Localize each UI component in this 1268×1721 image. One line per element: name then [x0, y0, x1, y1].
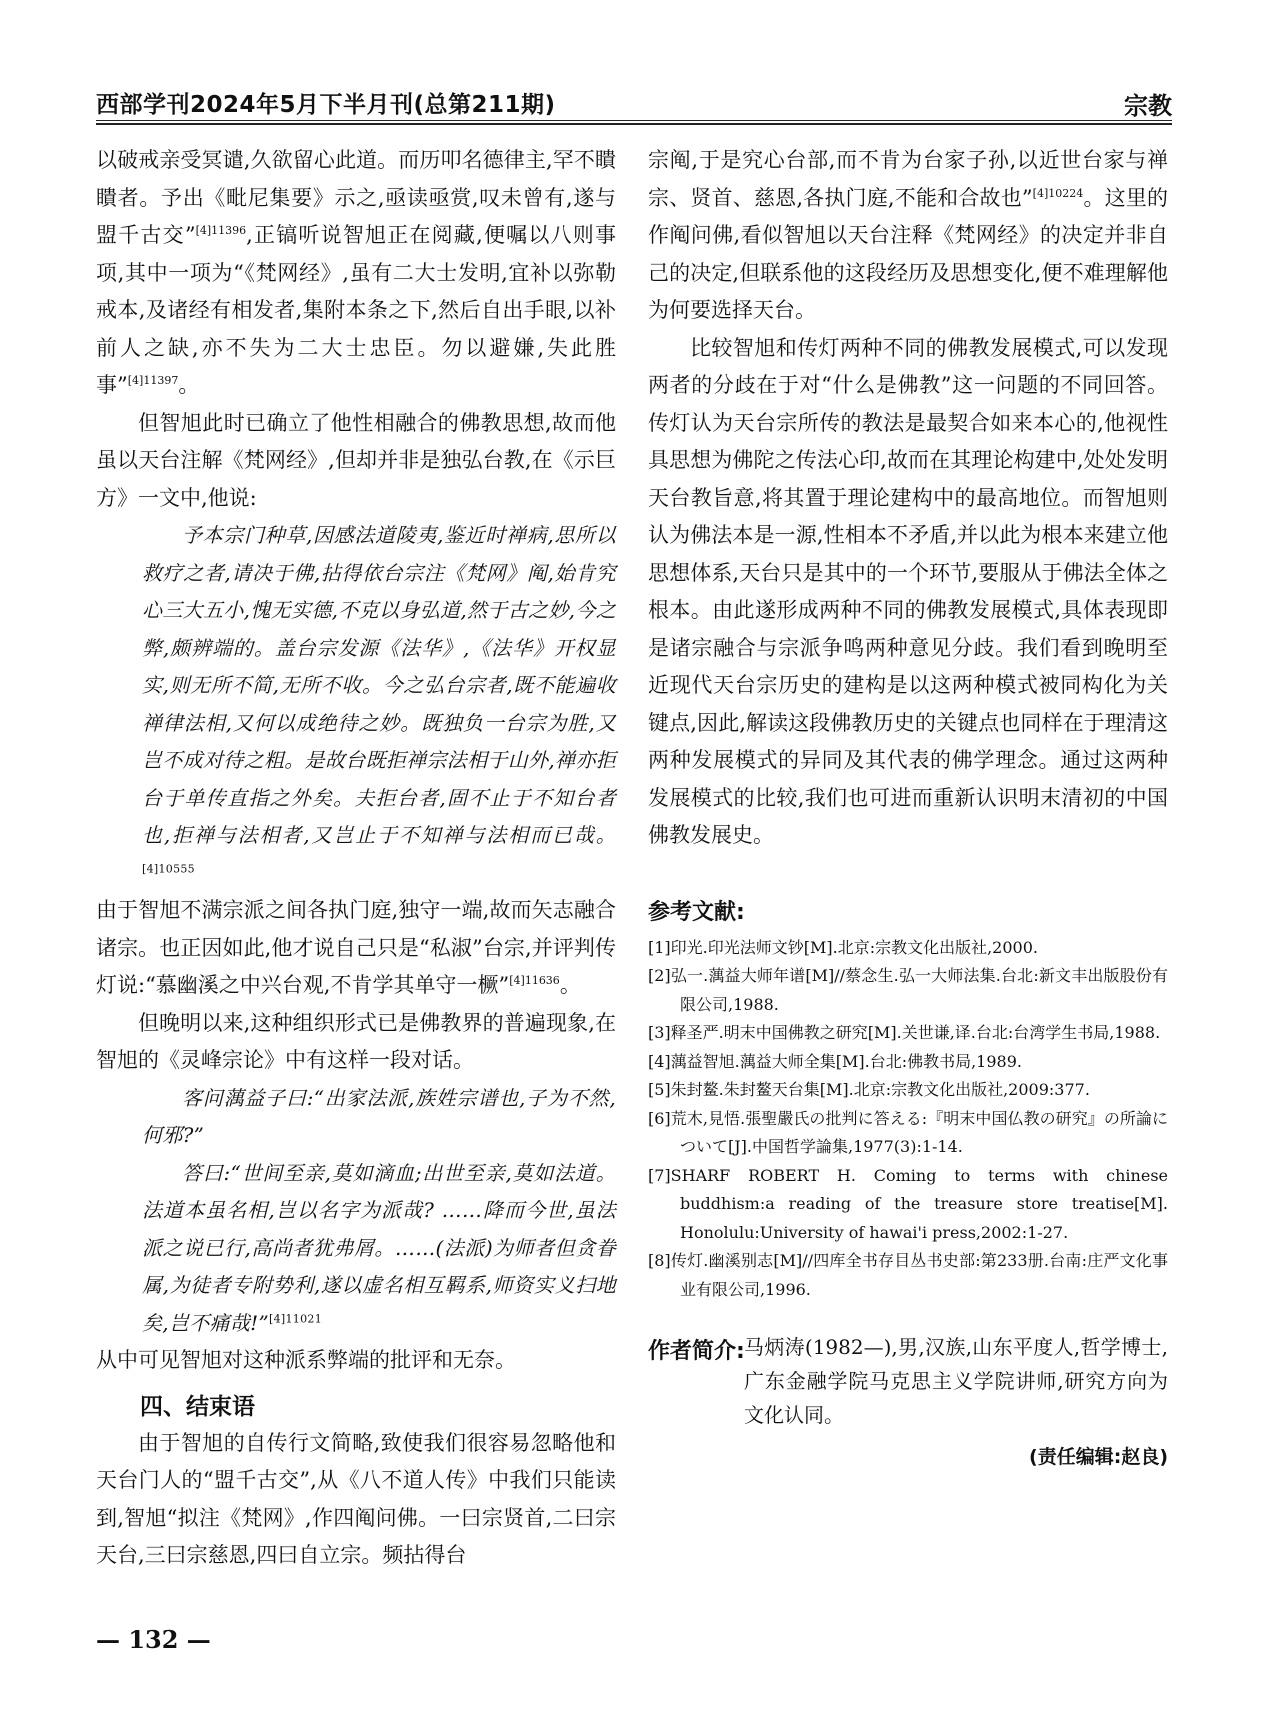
author-text: 马炳涛(1982—),男,汉族,山东平度人,哲学博士,广东金融学院马克思主义学院讲师,研究方向为文化认同。 [744, 1335, 1168, 1427]
paragraph: 从中可见智旭对这种派系弊端的批评和无奈。 [96, 1348, 516, 1372]
reference-item: [2]弘一.蕅益大师年谱[M]//蔡念生.弘一大师法集.台北:新文丰出版股份有限公司,1988. [648, 966, 1168, 1014]
block-quote: 客问蕅益子曰:“出家法派,族姓宗谱也,子为不然,何邪?” [142, 1085, 616, 1147]
journal-title: 西部学刊2024年5月下半月刊(总第211期) [96, 92, 556, 118]
block-quote [142, 517, 616, 892]
author-label: 作者简介: [648, 1339, 745, 1364]
text: ,正镐听说智旭正在阅藏,便嘱以八则事项,其中一项为“《梵网经》,虽有二大士发明,宜补以弥勒戒本,及诸经有相发者,集附本条之下,然后自出手眼,以补前人之缺,亦不失为二大士忠臣。勿以避嫌,失此胜事” [96, 223, 616, 397]
citation: [4]11396 [195, 224, 247, 237]
reference-item: [6]荒木,見悟.張聖嚴氏の批判に答える:『明末中国仏教の研究』の所論について[J].中国哲学論集,1977(3):1-14. [648, 1108, 1168, 1156]
block-quote [142, 1155, 616, 1343]
section-heading: 四、结束语 [140, 1393, 255, 1420]
text: 答曰:“世间至亲,莫如滴血;出世至亲,莫如法道。法道本虽名相,岂以名字为派哉? ……降而今世,虽法派之说已行,高尚者犹弗屑。……(法派)为师者但贪眷属,为徒者专附势利,遂以虚名相互羁系,师资实义扫地矣,岂不痛哉!” [142, 1160, 616, 1335]
author-bio [648, 1330, 1168, 1432]
left-column [96, 142, 616, 1575]
text: 以破戒亲受冥谴,久欲留心此道。而历叩名德律主,罕不瞶瞶者。予出《毗尼集要》示之,亟读亟赏,叹未曾有,遂与盟千古交” [96, 148, 616, 247]
page-number: — 132 — [96, 1625, 211, 1654]
citation: [4]11636 [509, 974, 560, 987]
reference-item: [1]印光.印光法师文钞[M].北京:宗教文化出版社,2000. [648, 937, 1038, 957]
paragraph [96, 142, 616, 405]
paragraph: 但智旭此时已确立了他性相融合的佛教思想,故而他虽以天台注解《梵网经》,但却并非是独弘台教,在《示巨方》一文中,他说: [96, 410, 616, 510]
text: 宗阄,于是究心台部,而不肯为台家子孙,以近世台家与禅宗、贤首、慈恩,各执门庭,不能和合故也” [648, 148, 1168, 210]
paragraph: 由于智旭的自传行文简略,致使我们很容易忽略他和天台门人的“盟千古交”,从《八不道人传》中我们只能读到,智旭“拟注《梵网》,作四阄问佛。一曰宗贤首,二曰宗天台,三曰宗慈恩,四曰自立宗。频拈得台 [96, 1430, 616, 1567]
right-column [648, 142, 1168, 1469]
text: 。这里的作阄问佛,看似智旭以天台注释《梵网经》的决定并非自己的决定,但联系他的这段经历及思想变化,便不难理解他为何要选择天台。 [648, 185, 1169, 322]
reference-item: [5]朱封鳌.朱封鳌天台集[M].北京:宗教文化出版社,2009:377. [648, 1080, 1090, 1099]
responsible-editor: (责任编辑:赵良) [1029, 1446, 1168, 1468]
paragraph: 但晚明以来,这种组织形式已是佛教界的普遍现象,在智旭的《灵峰宗论》中有这样一段对话。 [96, 1010, 616, 1072]
text: 。 [178, 373, 200, 397]
reference-item: [8]传灯.幽溪别志[M]//四库全书存目丛书史部:第233册.台南:庄严文化事业有限公司,1996. [648, 1251, 1168, 1299]
paragraph: 比较智旭和传灯两种不同的佛教发展模式,可以发现两者的分歧在于对“什么是佛教”这一问题的不同回答。传灯认为天台宗所传的教法是最契合如来本心的,他视性具思想为佛陀之传法心印,故而在其理论构建中,处处发明天台教旨意,将其置于理论建构中的最高地位。而智旭则认为佛法本是一源,性相本不矛盾,并以此为根本来建立他思想体系,天台只是其中的一个环节,要服从于佛法全体之根本。由此遂形成两种不同的佛教发展模式,具体表现即是诸宗融合与宗派争鸣两种意见分歧。我们看到晚明至近现代天台宗历史的建构是以这两种模式被同构化为关键点,因此,解读这段佛教历史的关键点也同样在于理清这两种发展模式的异同及其代表的佛学理念。通过这两种发展模式的比较,我们也可进而重新认识明末清初的中国佛教发展史。 [648, 335, 1168, 847]
text: 予本宗门种草,因感法道陵夷,鉴近时禅病,思所以救疗之者,请决于佛,拈得依台宗注《梵网》阄,始肯究心三大五小,愧无实德,不克以身弘道,然于古之妙,今之弊,颇辨端的。盖台宗发源《法华》,《法华》开权显实,则无所不简,无所不收。今之弘台宗者,既不能遍收禅律法相,又何以成绝待之妙。既独负一台宗为胜,又岂不成对待之粗。是故台既拒禅宗法相于山外,禅亦拒台于单传直指之外矣。夫拒台者,固不止于不知台者也,拒禅与法相者,又岂止于不知禅与法相而已哉。 [142, 523, 616, 847]
reference-list [648, 934, 1168, 1305]
section-label: 宗教 [1124, 92, 1172, 120]
text: 由于智旭不满宗派之间各执门庭,独守一端,故而矢志融合诸宗。也正因如此,他才说自己只是“私淑”台宗,并评判传灯说:“慕幽溪之中兴台观,不肯学其单守一橛” [96, 898, 616, 997]
header-rule [96, 120, 1172, 125]
reference-item: [4]蕅益智旭.蕅益大师全集[M].台北:佛教书局,1989. [648, 1051, 1022, 1071]
reference-item: [3]释圣严.明末中国佛教之研究[M].关世谦,译.台北:台湾学生书局,1988. [648, 1023, 1161, 1042]
text: 。 [559, 973, 581, 997]
citation: [4]10555 [142, 861, 195, 875]
page-header [96, 80, 1172, 126]
references-heading: 参考文献: [648, 899, 745, 925]
paragraph [96, 892, 616, 1005]
reference-item: [7]SHARF ROBERT H. Coming to terms with chinese buddhism:a reading of the treasure store treatise[M]. Honolulu:University of hawai'i press,2002:1-27. [648, 1165, 1168, 1242]
citation: [4]11397 [127, 374, 179, 387]
citation: [4]10224 [1032, 186, 1084, 200]
paragraph [648, 142, 1168, 330]
citation: [4]11021 [269, 1311, 323, 1325]
